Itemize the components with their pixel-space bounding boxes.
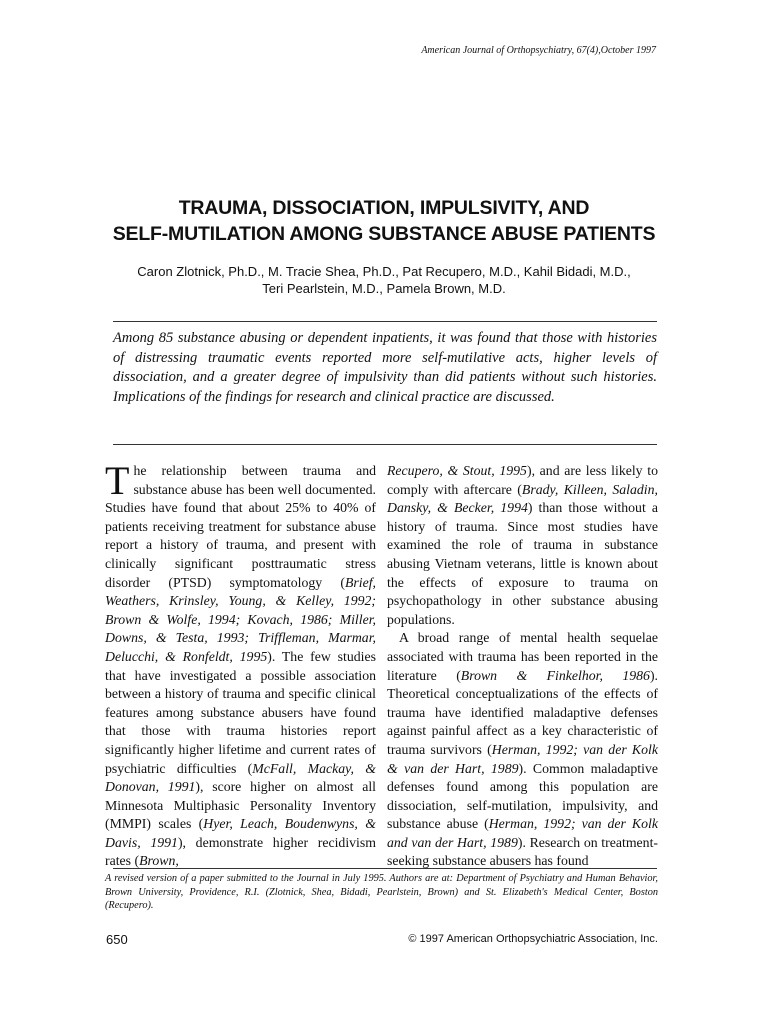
abstract-top-rule — [113, 321, 657, 322]
citation-text: Brown & Finkelhor, 1986 — [460, 667, 650, 683]
body-columns — [105, 458, 658, 871]
citation-text: Hyer, Leach, Boudenwyns, & Davis, 1991 — [105, 816, 376, 850]
citation-text: Herman, 1992; van der Kolk & van der Hart, 1989 — [387, 741, 658, 776]
citation-text: Brady, Killeen, Saladin, Dansky, & Becker, 1994 — [387, 481, 658, 516]
body-column-right — [387, 462, 658, 871]
footnote-rule — [113, 868, 657, 869]
paragraph-1-text: he relationship between trauma and substance abuse has been well documented. Studies have found that about 25% to 40% of patients receiving treatment for substance abuse report a history of trauma, and present with clinically significant posttraumatic stress disorder (PTSD) symptomatology (Brief, Weathers, Krinsley, Young, & Kelley, 1992; Brown & Wolfe, 1994; Kovach, 1986; Miller, Downs, & Testa, 1993; Triffleman, Marmar, Delucchi, & Ronfeldt, 1995). The few studies that have investigated a possible association between a history of trauma and specific clinical features among substance abusers have found that those with trauma histories report significantly higher lifetime and current rates of psychiatric difficulties (McFall, Mackay, & Donovan, 1991), score higher on almost all Minnesota Multiphasic Personality Inventory (MMPI) scales (Hyer, Leach, Boudenwyns, & Davis, 1991), demonstrate higher recidivism rates (Brown, — [105, 463, 376, 869]
abstract-bottom-rule — [113, 444, 657, 445]
author-list — [80, 263, 688, 297]
article-title — [60, 195, 708, 247]
title-line-2: SELF-MUTILATION AMONG SUBSTANCE ABUSE PATIENTS — [112, 223, 656, 245]
citation-text: Herman, 1992; van der Kolk and van der Hart, 1989 — [387, 816, 658, 850]
page-number: 650 — [106, 932, 128, 947]
body-paragraph-2: A broad range of mental health sequelae associated with trauma has been reported in the literature (Brown & Finkelhor, 1986). Theoretical conceptualizations of the effects of trauma have identified maladaptive defenses against painful affect as a key characteristic of trauma survivors (Herman, 1992; van der Kolk & van der Hart, 1989). Common maladaptive defenses found among this population are dissociation, self-mutilation, impulsivity, and substance abuse (Herman, 1992; van der Kolk and van der Hart, 1989). Research on treatment-seeking substance abusers has found — [387, 630, 658, 869]
citation-text: McFall, Mackay, & Donovan, 1991 — [105, 760, 376, 795]
copyright-notice: © 1997 American Orthopsychiatric Association, Inc. — [408, 933, 658, 945]
body-column-left — [105, 458, 376, 871]
citation-text: Recupero, & Stout, 1995 — [387, 463, 527, 478]
title-line-1: TRAUMA, DISSOCIATION, IMPULSIVITY, AND — [178, 197, 590, 219]
authors-line-2: Teri Pearlstein, M.D., Pamela Brown, M.D. — [262, 281, 506, 296]
body-paragraph-1 — [105, 458, 376, 871]
drop-cap: T — [105, 458, 130, 503]
body-paragraph-1-continued: Recupero, & Stout, 1995), and are less likely to comply with aftercare (Brady, Killeen, Saladin, Dansky, & Becker, 1994) than those without a history of trauma. Since most studies have examined the role of trauma in substance abusing Vietnam veterans, little is known about the effects of exposure to trauma on psychopathology in other substance abusing populations. — [387, 463, 658, 627]
authors-line-1: Caron Zlotnick, Ph.D., M. Tracie Shea, Ph.D., Pat Recupero, M.D., Kahil Bidadi, M.D., — [137, 264, 631, 279]
citation-text: Brief, Weathers, Krinsley, Young, & Kelley, 1992; Brown & Wolfe, 1994; Kovach, 1986; Miller, Downs, & Testa, 1993; Triffleman, Marmar, Delucchi, & Ronfeldt, 1995 — [105, 574, 376, 664]
running-head: American Journal of Orthopsychiatry, 67(4),October 1997 — [421, 45, 656, 56]
footnote: A revised version of a paper submitted to the Journal in July 1995. Authors are at: Department of Psychiatry and Human Behavior, Brown University, Providence, R.I. (Zlotnick, Shea, Bidadi, Pearlstein, Brown) and St. Elizabeth's Medical Center, Boston (Recupero). — [105, 873, 658, 911]
citation-text: Brown, — [139, 853, 179, 869]
abstract: Among 85 substance abusing or dependent inpatients, it was found that those with histories of distressing traumatic events reported more self-mutilative acts, higher levels of dissociation, and a greater degree of impulsivity than did patients without such histories. Implications of the findings for research and clinical practice are discussed. — [113, 330, 657, 405]
